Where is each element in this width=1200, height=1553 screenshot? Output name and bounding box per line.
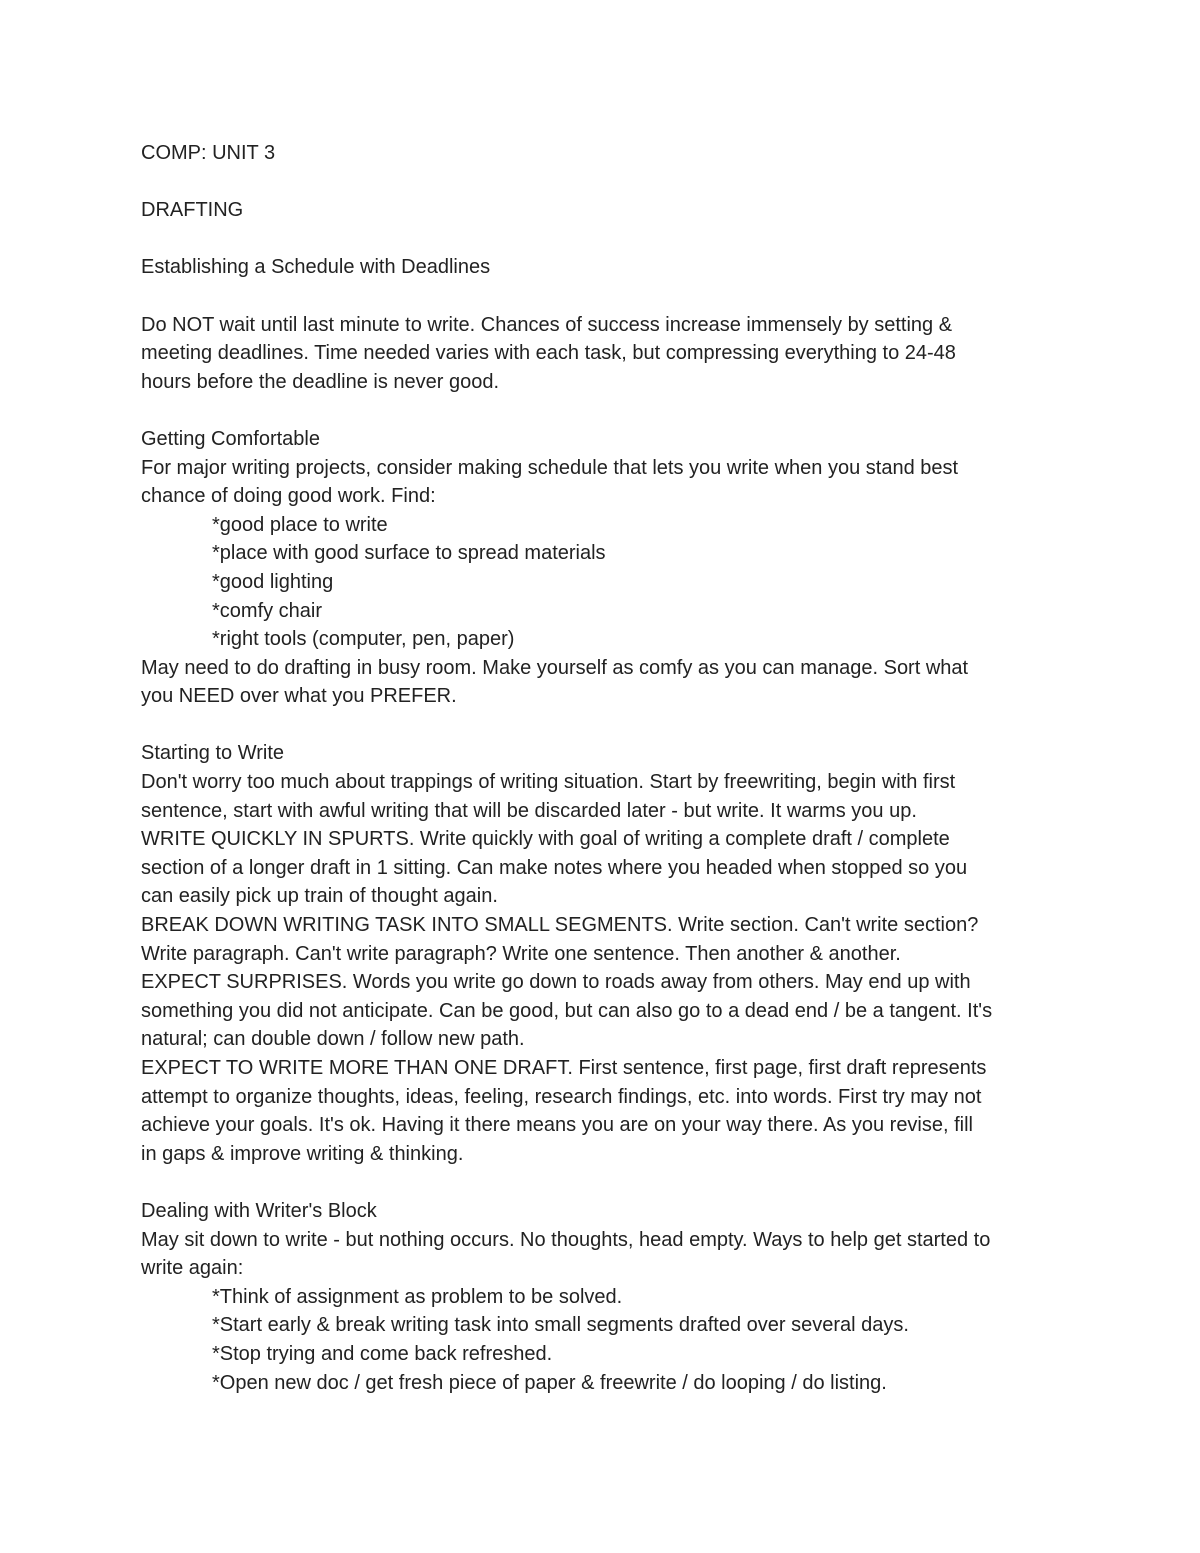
spacer <box>141 1168 1071 1197</box>
paragraph-line: BREAK DOWN WRITING TASK INTO SMALL SEGMENTS. Write section. Can't write section? <box>141 914 979 937</box>
paragraph-line: attempt to organize thoughts, ideas, feeling, research findings, etc. into words. First try may not <box>141 1085 982 1108</box>
paragraph-line: May sit down to write - but nothing occurs. No thoughts, head empty. Ways to help get started to <box>141 1228 991 1251</box>
paragraph-line: meeting deadlines. Time needed varies with each task, but compressing everything to 24-48 <box>141 342 956 365</box>
paragraph-line: achieve your goals. It's ok. Having it there means you are on your way there. As you revise, fill <box>141 1114 974 1137</box>
paragraph-line: WRITE QUICKLY IN SPURTS. Write quickly with goal of writing a complete draft / complete <box>141 828 950 851</box>
paragraph-line: chance of doing good work. Find: <box>141 485 436 508</box>
paragraph-line: EXPECT TO WRITE MORE THAN ONE DRAFT. First sentence, first page, first draft represents <box>141 1057 987 1079</box>
list-item: *Think of assignment as problem to be solved. <box>212 1285 623 1308</box>
list-item: *Start early & break writing task into small segments drafted over several days. <box>212 1314 909 1337</box>
paragraph-line: Do NOT wait until last minute to write. Chances of success increase immensely by setting & <box>141 313 953 336</box>
paragraph-line: natural; can double down / follow new path. <box>141 1028 525 1051</box>
spacer <box>141 396 1071 425</box>
paragraph-line: For major writing projects, consider making schedule that lets you write when you stand best <box>141 456 959 479</box>
spacer <box>141 225 1071 254</box>
paragraph-line: you NEED over what you PREFER. <box>141 685 457 708</box>
section-heading-schedule: Establishing a Schedule with Deadlines <box>141 256 491 279</box>
paragraph-line: hours before the deadline is never good. <box>141 370 500 393</box>
paragraph-line: Write paragraph. Can't write paragraph? Write one sentence. Then another & another. <box>141 942 901 965</box>
paragraph-line: EXPECT SURPRISES. Words you write go down to roads away from others. May end up with <box>141 971 971 994</box>
section-heading-starting: Starting to Write <box>141 742 285 765</box>
spacer <box>141 282 1071 311</box>
list-item: *Stop trying and come back refreshed. <box>212 1342 553 1365</box>
list-item: *place with good surface to spread materials <box>212 542 606 565</box>
section-heading-writers-block: Dealing with Writer's Block <box>141 1199 377 1222</box>
list-item: *Open new doc / get fresh piece of paper & freewrite / do looping / do listing. <box>212 1371 887 1394</box>
paragraph-line: in gaps & improve writing & thinking. <box>141 1142 464 1165</box>
document-title: COMP: UNIT 3 <box>141 142 276 164</box>
paragraph-line: section of a longer draft in 1 sitting. Can make notes where you headed when stopped so you <box>141 856 968 879</box>
paragraph-line: something you did not anticipate. Can be good, but can also go to a dead end / be a tangent. It's <box>141 999 993 1022</box>
document-subtitle: DRAFTING <box>141 199 244 222</box>
list-item: *right tools (computer, pen, paper) <box>212 628 515 651</box>
spacer <box>141 168 1071 197</box>
spacer <box>141 711 1071 740</box>
document-body <box>141 139 1071 1397</box>
paragraph-line: May need to do drafting in busy room. Make yourself as comfy as you can manage. Sort what <box>141 656 969 679</box>
paragraph-line: can easily pick up train of thought again. <box>141 885 498 908</box>
section-heading-comfortable: Getting Comfortable <box>141 427 320 450</box>
paragraph-line: sentence, start with awful writing that will be discarded later - but write. It warms you up. <box>141 799 917 822</box>
list-item: *good lighting <box>212 570 334 593</box>
list-item: *good place to write <box>212 513 388 536</box>
paragraph-line: Don't worry too much about trappings of writing situation. Start by freewriting, begin with first <box>141 771 956 794</box>
list-item: *comfy chair <box>212 599 323 622</box>
paragraph-line: write again: <box>141 1257 244 1280</box>
